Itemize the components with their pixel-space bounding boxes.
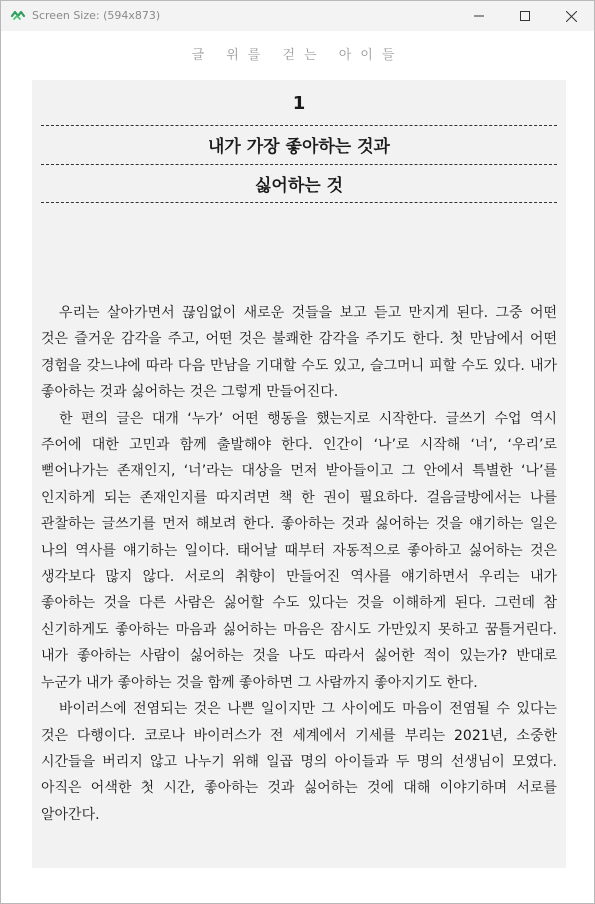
book-title: 글 위를 걷는 아이들	[191, 48, 404, 63]
reader-content[interactable]	[1, 31, 594, 903]
divider	[41, 125, 557, 126]
title-bar[interactable]	[1, 1, 594, 31]
maximize-button[interactable]	[502, 1, 548, 31]
book-page	[32, 80, 566, 868]
app-icon	[10, 7, 26, 23]
divider	[41, 202, 557, 203]
chapter-body	[41, 300, 557, 828]
maximize-icon	[520, 11, 530, 21]
minimize-icon	[474, 11, 484, 21]
paragraph: 바이러스에 전염되는 것은 나쁜 일이지만 그 사이에도 마음이 전염될 수 있다는 것은 다행이다. 코로나 바이러스가 전 세계에서 기세를 부리는 2021년, 소중한 시간들을 버리지 않고 나누기 위해 일곱 명의 아이들과 두 명의 선생님이 모였다. 아직은 어색한 첫 시간, 좋아하는 것과 싫어하는 것에 대해 이야기하며 서로를 알아간다.	[41, 701, 557, 823]
window-title: Screen Size: (594x873)	[32, 9, 161, 22]
chapter-title-line-2: 싫어하는 것	[254, 176, 344, 196]
paragraph: 한 편의 글은 대개 ‘누가’ 어떤 행동을 했는지로 시작한다. 글쓰기 수업 역시 주어에 대한 고민과 함께 출발해야 한다. 인간이 ‘나’로 시작해 ‘너’, ‘우리’로 뻗어나가는 존재인지, ‘너’라는 대상을 먼저 받아들이고 그 안에서 특별한 ‘나’를 인지하게 되는 존재인지를 따지려면 책 한 권이 필요하다. 걸음글방에서는 나를 관찰하는 글쓰기를 먼저 해보려 한다. 좋아하는 것과 싫어하는 것을 얘기하는 일은 나의 역사를 얘기하는 일이다. 태어날 때부터 자동적으로 좋아하고 싫어하는 것은 생각보다 많지 않다. 서로의 취향이 만들어진 역사를 얘기하면서 우리는 내가 좋아하는 것을 다른 사람은 싫어할 수도 있다는 것을 이해하게 된다. 그런데 참 신기하게도 좋아하는 마음과 싫어하는 마음은 잠시도 가만있지 못하고 꿈틀거린다. 내가 좋아하는 사람이 싫어하는 것을 나도 따라서 싫어한 적이 있는가? 반대로 누군가 내가 좋아하는 것을 함께 좋아하면 그 사람까지 좋아지기도 한다.	[41, 410, 557, 691]
close-icon	[566, 11, 577, 22]
chapter-title-line-1: 내가 가장 좋아하는 것과	[208, 137, 390, 157]
divider	[41, 164, 557, 165]
close-button[interactable]	[548, 1, 594, 31]
minimize-button[interactable]	[456, 1, 502, 31]
chapter-number: 1	[292, 93, 306, 114]
paragraph: 우리는 살아가면서 끊임없이 새로운 것들을 보고 듣고 만지게 된다. 그중 어떤 것은 즐거운 감각을 주고, 어떤 것은 불쾌한 감각을 주기도 한다. 첫 만남에서 어떤 경험을 갖느냐에 따라 다음 만남을 기대할 수도 있고, 슬그머니 피할 수도 있다. 내가 좋아하는 것과 싫어하는 것은 그렇게 만들어진다.	[41, 305, 557, 401]
